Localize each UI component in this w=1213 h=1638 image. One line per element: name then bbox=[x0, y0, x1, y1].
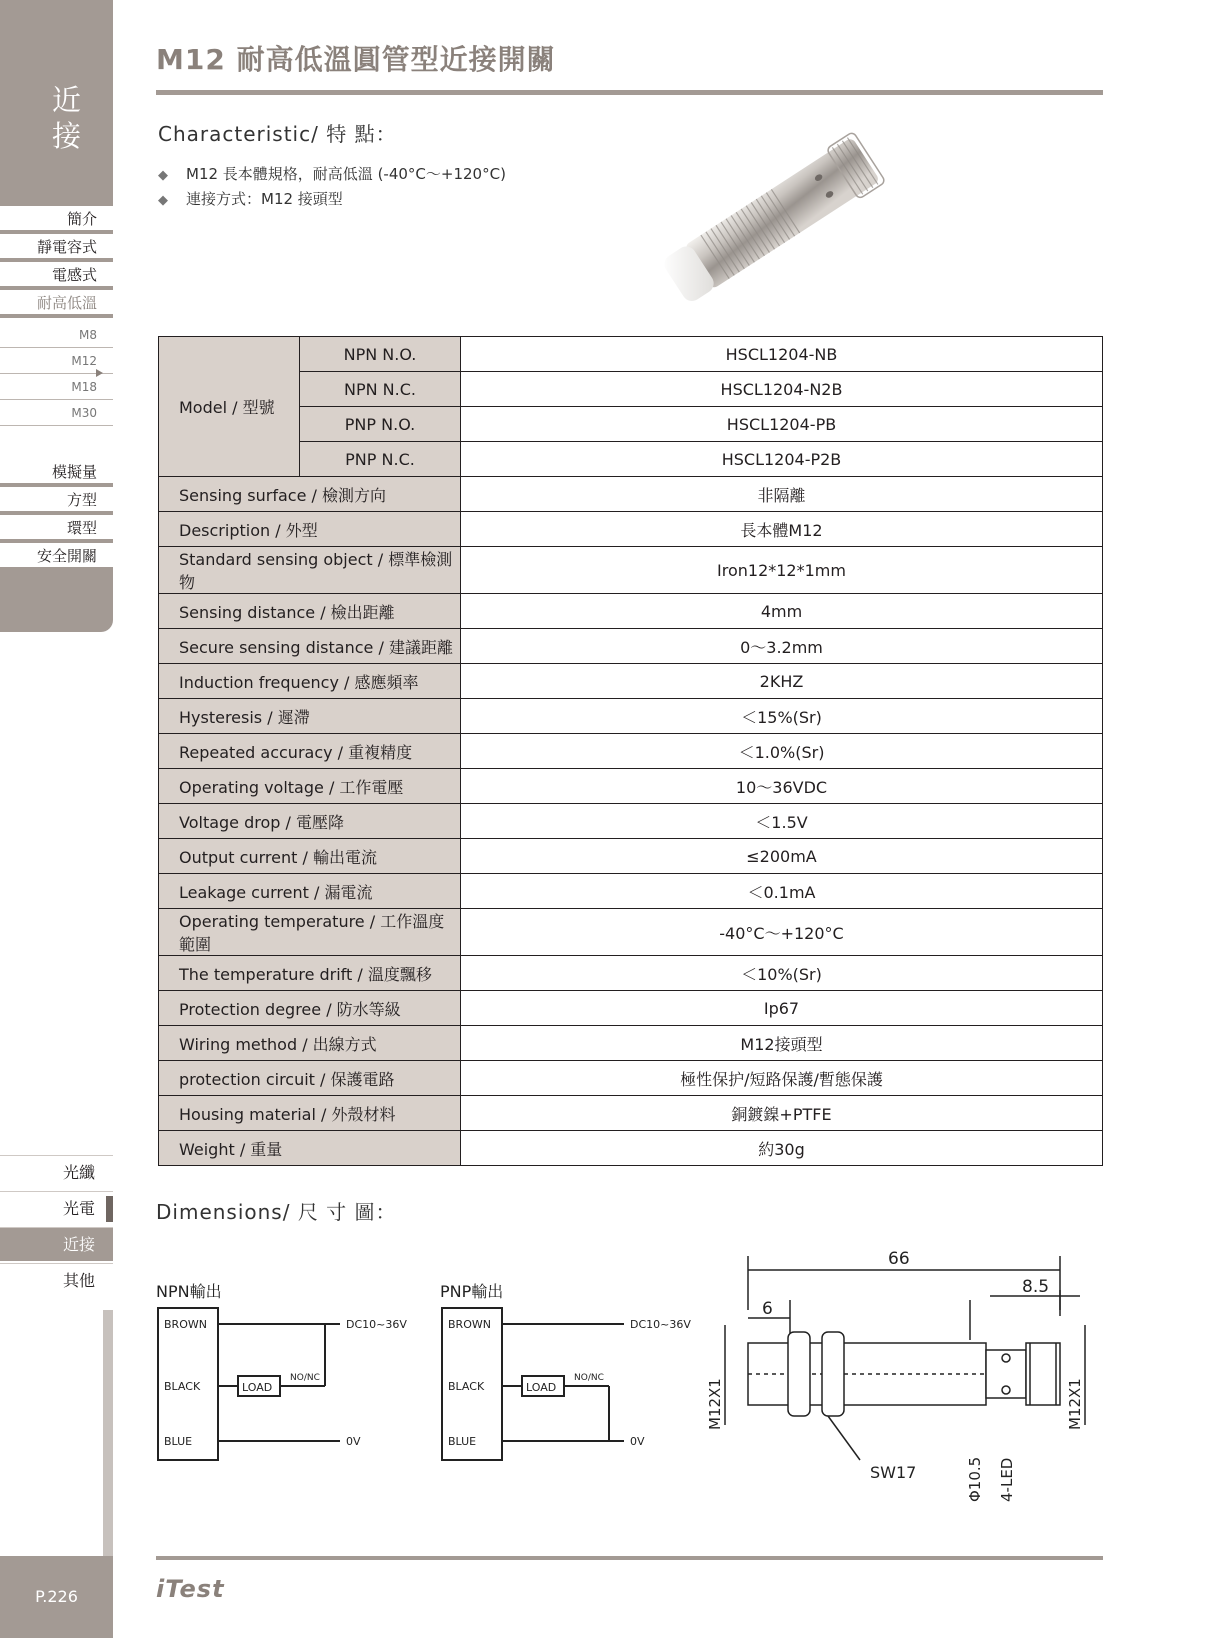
spec-label: Leakage current / 漏電流 bbox=[159, 874, 461, 909]
table-row bbox=[159, 734, 1103, 769]
diamond-icon: ◆ bbox=[158, 193, 168, 208]
dim-sw-label: SW17 bbox=[870, 1463, 917, 1482]
table-row bbox=[159, 909, 1103, 956]
spec-label: Housing material / 外殼材料 bbox=[159, 1096, 461, 1131]
supply-label: DC10~36V bbox=[630, 1318, 691, 1331]
sidebar-item-m8[interactable]: M8 bbox=[0, 322, 113, 348]
spec-label: Output current / 輸出電流 bbox=[159, 839, 461, 874]
supply-label: DC10~36V bbox=[346, 1318, 407, 1331]
sidebar-item-square[interactable]: 方型 bbox=[0, 487, 113, 513]
bottom-nav-fiber[interactable]: 光纖 bbox=[0, 1155, 113, 1189]
spec-value: ＜15%(Sr) bbox=[461, 699, 1103, 734]
table-row bbox=[159, 1061, 1103, 1096]
spec-label: Operating voltage / 工作電壓 bbox=[159, 769, 461, 804]
sidebar-item-m30[interactable]: M30 bbox=[0, 400, 113, 426]
dim-led-label: 4-LED bbox=[998, 1457, 1016, 1502]
sidebar-category-title bbox=[52, 82, 92, 154]
spec-label: Description / 外型 bbox=[159, 512, 461, 547]
table-row bbox=[159, 804, 1103, 839]
table-row bbox=[159, 956, 1103, 991]
spec-value: ＜1.0%(Sr) bbox=[461, 734, 1103, 769]
npn-wiring-diagram bbox=[150, 1300, 430, 1470]
zero-volt-label: 0V bbox=[346, 1435, 361, 1448]
sidebar-category-char: 接 bbox=[52, 119, 82, 153]
wire-label-black: BLACK bbox=[448, 1380, 485, 1393]
spec-label: Standard sensing object / 標準檢測物 bbox=[159, 547, 461, 594]
spec-value: 銅鍍鎳+PTFE bbox=[461, 1096, 1103, 1131]
table-row bbox=[159, 407, 1103, 442]
spec-value: M12接頭型 bbox=[461, 1026, 1103, 1061]
spec-value: Ip67 bbox=[461, 991, 1103, 1026]
bullet-text: 連接方式：M12 接頭型 bbox=[186, 190, 343, 208]
dimensions-heading: Dimensions/ 尺 寸 圖： bbox=[156, 1200, 397, 1224]
table-row bbox=[159, 1026, 1103, 1061]
sidebar-item-safety-switch[interactable]: 安全開關 bbox=[0, 543, 113, 569]
spec-label: Secure sensing distance / 建議距離 bbox=[159, 629, 461, 664]
zero-volt-label: 0V bbox=[630, 1435, 645, 1448]
dim-connector-label: 8.5 bbox=[1022, 1277, 1050, 1297]
wire-label-black: BLACK bbox=[164, 1380, 201, 1393]
wire-label-blue: BLUE bbox=[448, 1435, 477, 1448]
table-row bbox=[159, 337, 1103, 372]
characteristic-bullet bbox=[158, 163, 506, 184]
page-number: P.226 bbox=[0, 1556, 113, 1638]
spec-label: Voltage drop / 電壓降 bbox=[159, 804, 461, 839]
bullet-text: M12 長本體規格，耐高低溫 (-40°C～+120°C) bbox=[186, 165, 506, 183]
spec-label: Wiring method / 出線方式 bbox=[159, 1026, 461, 1061]
table-row bbox=[159, 699, 1103, 734]
brand-logo: iTest bbox=[156, 1575, 225, 1603]
table-row bbox=[159, 512, 1103, 547]
model-type: PNP N.C. bbox=[300, 442, 461, 477]
spec-table bbox=[158, 336, 1103, 1166]
spec-label: Sensing surface / 檢測方向 bbox=[159, 477, 461, 512]
table-row bbox=[159, 1131, 1103, 1166]
wire-label-blue: BLUE bbox=[164, 1435, 193, 1448]
spec-label: Weight / 重量 bbox=[159, 1131, 461, 1166]
spec-value: 非隔離 bbox=[461, 477, 1103, 512]
bottom-nav-proximity[interactable]: 近接 bbox=[0, 1227, 113, 1261]
spec-value: 長本體M12 bbox=[461, 512, 1103, 547]
spec-value: 0～3.2mm bbox=[461, 629, 1103, 664]
dim-m12-left-label: M12X1 bbox=[706, 1378, 724, 1430]
spec-value: 4mm bbox=[461, 594, 1103, 629]
spec-label: Operating temperature / 工作溫度範圍 bbox=[159, 909, 461, 956]
table-row bbox=[159, 1096, 1103, 1131]
spec-value: 10～36VDC bbox=[461, 769, 1103, 804]
table-row bbox=[159, 664, 1103, 699]
sidebar-item-analog[interactable]: 模擬量 bbox=[0, 459, 113, 485]
model-value: HSCL1204-P2B bbox=[461, 442, 1103, 477]
spec-value: ＜10%(Sr) bbox=[461, 956, 1103, 991]
table-row bbox=[159, 874, 1103, 909]
table-row bbox=[159, 547, 1103, 594]
sidebar-block bbox=[0, 570, 113, 632]
sidebar-item-intro[interactable]: 簡介 bbox=[0, 206, 113, 232]
diamond-icon: ◆ bbox=[158, 168, 168, 183]
spec-label: Protection degree / 防水等級 bbox=[159, 991, 461, 1026]
spec-value: 2KHZ bbox=[461, 664, 1103, 699]
pnp-wiring-title: PNP輸出 bbox=[440, 1282, 504, 1301]
sidebar-item-high-low-temp[interactable]: 耐高低溫 bbox=[0, 290, 113, 316]
spec-label: Repeated accuracy / 重複精度 bbox=[159, 734, 461, 769]
model-type: PNP N.O. bbox=[300, 407, 461, 442]
spec-label: Sensing distance / 檢出距離 bbox=[159, 594, 461, 629]
spec-value: 極性保护/短路保護/暫態保護 bbox=[461, 1061, 1103, 1096]
model-type: NPN N.C. bbox=[300, 372, 461, 407]
load-label: LOAD bbox=[526, 1381, 557, 1394]
dimension-drawing bbox=[700, 1240, 1100, 1510]
wire-label-brown: BROWN bbox=[448, 1318, 491, 1331]
sidebar-item-capacitive[interactable]: 靜電容式 bbox=[0, 234, 113, 260]
table-row bbox=[159, 769, 1103, 804]
bottom-nav-other[interactable]: 其他 bbox=[0, 1263, 113, 1297]
table-row bbox=[159, 372, 1103, 407]
table-row bbox=[159, 991, 1103, 1026]
characteristic-heading: Characteristic/ 特 點： bbox=[158, 122, 397, 146]
nonc-label: NO/NC bbox=[290, 1373, 320, 1383]
dim-total-label: 66 bbox=[888, 1249, 910, 1269]
dim-phi-label: Φ10.5 bbox=[966, 1456, 984, 1502]
npn-wiring-title: NPN輸出 bbox=[156, 1282, 222, 1301]
sidebar-header-block bbox=[0, 0, 113, 206]
title-divider bbox=[156, 90, 1103, 95]
spec-label: Induction frequency / 感應頻率 bbox=[159, 664, 461, 699]
sidebar-item-m18[interactable]: M18 bbox=[0, 374, 113, 400]
spec-label: protection circuit / 保護電路 bbox=[159, 1061, 461, 1096]
spec-value: -40°C～+120°C bbox=[461, 909, 1103, 956]
sidebar-item-inductive[interactable]: 電感式 bbox=[0, 262, 113, 288]
sidebar-divider bbox=[103, 1310, 113, 1560]
model-value: HSCL1204-NB bbox=[461, 337, 1103, 372]
page-title: M12 耐高低溫圓管型近接開關 bbox=[156, 43, 556, 76]
table-row bbox=[159, 629, 1103, 664]
pnp-wiring-diagram bbox=[434, 1300, 714, 1470]
spec-value: ≤200mA bbox=[461, 839, 1103, 874]
dim-thread-label: 6 bbox=[762, 1299, 773, 1319]
bottom-nav-photoelectric[interactable]: 光電 bbox=[0, 1191, 113, 1225]
table-row bbox=[159, 594, 1103, 629]
sidebar-category-char: 近 bbox=[52, 83, 82, 117]
footer-divider bbox=[156, 1556, 1103, 1560]
sidebar-item-ring[interactable]: 環型 bbox=[0, 515, 113, 541]
table-row bbox=[159, 442, 1103, 477]
characteristic-bullet bbox=[158, 188, 343, 209]
spec-value: ＜0.1mA bbox=[461, 874, 1103, 909]
model-value: HSCL1204-PB bbox=[461, 407, 1103, 442]
table-row bbox=[159, 839, 1103, 874]
sidebar-item-m12[interactable]: M12 bbox=[0, 348, 113, 374]
model-label: Model / 型號 bbox=[159, 337, 300, 477]
load-label: LOAD bbox=[242, 1381, 273, 1394]
spec-label: The temperature drift / 溫度飄移 bbox=[159, 956, 461, 991]
model-value: HSCL1204-N2B bbox=[461, 372, 1103, 407]
nonc-label: NO/NC bbox=[574, 1373, 604, 1383]
wire-label-brown: BROWN bbox=[164, 1318, 207, 1331]
table-row bbox=[159, 477, 1103, 512]
spec-value: ＜1.5V bbox=[461, 804, 1103, 839]
model-type: NPN N.O. bbox=[300, 337, 461, 372]
dim-m12-right-label: M12X1 bbox=[1066, 1378, 1084, 1430]
product-image bbox=[640, 112, 940, 302]
spec-value: 約30g bbox=[461, 1131, 1103, 1166]
spec-label: Hysteresis / 遲滯 bbox=[159, 699, 461, 734]
spec-value: Iron12*12*1mm bbox=[461, 547, 1103, 594]
